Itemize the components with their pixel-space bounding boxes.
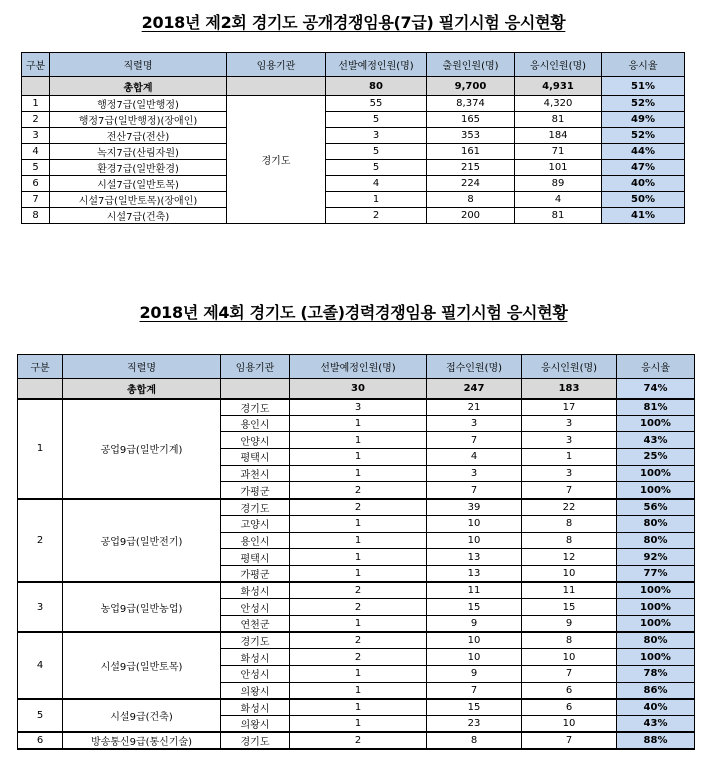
agency: 의왕시 [221,716,290,733]
took-count: 10 [522,565,617,582]
table2-row [18,399,695,416]
table1-header-row [22,53,685,77]
table1-header-cell: 응시율 [602,53,685,77]
table1-total-label: 총합계 [50,77,227,96]
agency: 화성시 [221,699,290,716]
agency: 경기도 [227,96,326,224]
table2-total-label: 총합계 [63,379,221,399]
attendance-rate: 40% [617,699,695,716]
applied-count: 11 [427,582,522,599]
job-title: 행정7급(일반행정)(장애인) [50,112,227,128]
applied-count: 7 [427,432,522,449]
applied-count: 8 [427,732,522,749]
selected-count: 1 [290,532,427,549]
selected-count: 1 [290,666,427,683]
took-count: 6 [522,699,617,716]
took-count: 4 [515,192,602,208]
table1 [21,52,685,224]
table1-header-cell: 응시인원(명) [515,53,602,77]
attendance-rate: 92% [617,549,695,566]
table2-row [18,632,695,649]
applied-count: 8,374 [427,96,515,112]
applied-count: 165 [427,112,515,128]
took-count: 8 [522,515,617,532]
selected-count: 1 [290,699,427,716]
selected-count: 1 [290,515,427,532]
table2-cell [221,379,290,399]
applied-count: 13 [427,565,522,582]
attendance-rate: 47% [602,160,685,176]
table2-header-cell: 직렬명 [63,355,221,379]
applied-count: 215 [427,160,515,176]
applied-count: 7 [427,482,522,499]
table1-row [22,176,685,192]
table2-cell [18,379,63,399]
group-number: 2 [18,499,63,582]
group-number: 6 [18,732,63,749]
table1-header-cell: 임용기관 [227,53,326,77]
selected-count: 1 [290,565,427,582]
attendance-rate: 80% [617,532,695,549]
table1-header-cell: 선발예정인원(명) [326,53,427,77]
row-number: 5 [22,160,50,176]
table2-header-cell: 접수인원(명) [427,355,522,379]
agency: 용인시 [221,415,290,432]
table2-header-cell: 응시율 [617,355,695,379]
job-title: 녹지7급(산림자원) [50,144,227,160]
group-number: 4 [18,632,63,699]
table1-cell [227,77,326,96]
table2-total-selected: 30 [290,379,427,399]
table2-total-took: 183 [522,379,617,399]
selected-count: 2 [290,649,427,666]
took-count: 10 [522,649,617,666]
table1-row [22,208,685,224]
attendance-rate: 49% [602,112,685,128]
agency: 과천시 [221,465,290,482]
attendance-rate: 100% [617,615,695,632]
took-count: 81 [515,208,602,224]
selected-count: 1 [290,432,427,449]
selected-count: 5 [326,160,427,176]
selected-count: 1 [290,549,427,566]
job-title: 시설9급(일반토목) [63,632,221,699]
table2-row [18,499,695,516]
agency: 안성시 [221,666,290,683]
took-count: 4,320 [515,96,602,112]
applied-count: 23 [427,716,522,733]
selected-count: 1 [290,449,427,466]
took-count: 3 [522,465,617,482]
table2-row [18,732,695,749]
selected-count: 55 [326,96,427,112]
row-number: 1 [22,96,50,112]
took-count: 89 [515,176,602,192]
job-title: 시설7급(일반토목)(장애인) [50,192,227,208]
group-number: 1 [18,399,63,499]
row-number: 8 [22,208,50,224]
took-count: 17 [522,399,617,416]
row-number: 6 [22,176,50,192]
attendance-rate: 100% [617,599,695,616]
agency: 경기도 [221,399,290,416]
applied-count: 10 [427,532,522,549]
table2-header-cell: 구분 [18,355,63,379]
applied-count: 224 [427,176,515,192]
attendance-rate: 78% [617,666,695,683]
agency: 가평군 [221,565,290,582]
applied-count: 8 [427,192,515,208]
selected-count: 2 [290,499,427,516]
selected-count: 2 [290,732,427,749]
applied-count: 3 [427,465,522,482]
took-count: 10 [522,716,617,733]
attendance-rate: 80% [617,632,695,649]
attendance-rate: 100% [617,465,695,482]
attendance-rate: 86% [617,682,695,699]
selected-count: 2 [290,482,427,499]
table2-row [18,699,695,716]
job-title: 공업9급(일반전기) [63,499,221,582]
table1-title: 2018년 제2회 경기도 공개경쟁임용(7급) 필기시험 응시현황 [141,13,566,32]
table1-total-applied: 9,700 [427,77,515,96]
table1-header-cell: 출원인원(명) [427,53,515,77]
selected-count: 1 [290,615,427,632]
took-count: 8 [522,632,617,649]
applied-count: 10 [427,515,522,532]
took-count: 8 [522,532,617,549]
applied-count: 200 [427,208,515,224]
table1-row [22,96,685,112]
took-count: 15 [522,599,617,616]
agency: 의왕시 [221,682,290,699]
selected-count: 5 [326,112,427,128]
job-title: 시설9급(건축) [63,699,221,732]
agency: 화성시 [221,649,290,666]
took-count: 71 [515,144,602,160]
attendance-rate: 77% [617,565,695,582]
attendance-rate: 43% [617,432,695,449]
table2-title: 2018년 제4회 경기도 (고졸)경력경쟁임용 필기시험 응시현황 [139,303,568,322]
took-count: 22 [522,499,617,516]
selected-count: 2 [290,632,427,649]
job-title: 전산7급(전산) [50,128,227,144]
job-title: 방송통신9급(통신기술) [63,732,221,749]
attendance-rate: 100% [617,582,695,599]
row-number: 3 [22,128,50,144]
selected-count: 2 [326,208,427,224]
took-count: 7 [522,666,617,683]
table2-total-applied: 247 [427,379,522,399]
took-count: 81 [515,112,602,128]
table1-row [22,192,685,208]
table1-total-rate: 51% [602,77,685,96]
table2-total-rate: 74% [617,379,695,399]
agency: 평택시 [221,549,290,566]
table2-header-cell: 응시인원(명) [522,355,617,379]
selected-count: 2 [290,599,427,616]
job-title: 시설7급(건축) [50,208,227,224]
attendance-rate: 25% [617,449,695,466]
table1-header-cell: 직렬명 [50,53,227,77]
table1-row [22,128,685,144]
job-title: 농업9급(일반농업) [63,582,221,632]
attendance-rate: 40% [602,176,685,192]
agency: 화성시 [221,582,290,599]
agency: 용인시 [221,532,290,549]
applied-count: 39 [427,499,522,516]
agency: 경기도 [221,499,290,516]
agency: 고양시 [221,515,290,532]
applied-count: 9 [427,615,522,632]
table2-header-cell: 선발예정인원(명) [290,355,427,379]
attendance-rate: 100% [617,482,695,499]
row-number: 4 [22,144,50,160]
job-title: 시설7급(일반토목) [50,176,227,192]
agency: 안양시 [221,432,290,449]
agency: 경기도 [221,732,290,749]
attendance-rate: 50% [602,192,685,208]
job-title: 공업9급(일반기계) [63,399,221,499]
took-count: 1 [522,449,617,466]
selected-count: 3 [326,128,427,144]
selected-count: 3 [290,399,427,416]
agency: 연천군 [221,615,290,632]
attendance-rate: 100% [617,649,695,666]
table1-header-cell: 구분 [22,53,50,77]
table1-total-row [22,77,685,96]
selected-count: 5 [326,144,427,160]
table2 [17,354,695,750]
took-count: 11 [522,582,617,599]
selected-count: 2 [290,582,427,599]
group-number: 3 [18,582,63,632]
took-count: 7 [522,482,617,499]
selected-count: 1 [290,415,427,432]
took-count: 101 [515,160,602,176]
attendance-rate: 52% [602,128,685,144]
agency: 평택시 [221,449,290,466]
applied-count: 10 [427,649,522,666]
applied-count: 7 [427,682,522,699]
attendance-rate: 81% [617,399,695,416]
selected-count: 1 [290,716,427,733]
applied-count: 353 [427,128,515,144]
attendance-rate: 88% [617,732,695,749]
row-number: 2 [22,112,50,128]
applied-count: 3 [427,415,522,432]
took-count: 6 [522,682,617,699]
applied-count: 21 [427,399,522,416]
selected-count: 1 [290,682,427,699]
applied-count: 4 [427,449,522,466]
agency: 안성시 [221,599,290,616]
took-count: 9 [522,615,617,632]
table1-total-selected: 80 [326,77,427,96]
applied-count: 161 [427,144,515,160]
attendance-rate: 80% [617,515,695,532]
table1-row [22,144,685,160]
table1-row [22,160,685,176]
attendance-rate: 100% [617,415,695,432]
applied-count: 15 [427,599,522,616]
took-count: 3 [522,415,617,432]
took-count: 12 [522,549,617,566]
job-title: 환경7급(일반환경) [50,160,227,176]
attendance-rate: 52% [602,96,685,112]
group-number: 5 [18,699,63,732]
table2-header-cell: 임용기관 [221,355,290,379]
attendance-rate: 41% [602,208,685,224]
selected-count: 1 [326,192,427,208]
table1-row [22,112,685,128]
applied-count: 10 [427,632,522,649]
applied-count: 15 [427,699,522,716]
attendance-rate: 56% [617,499,695,516]
selected-count: 4 [326,176,427,192]
table1-total-took: 4,931 [515,77,602,96]
table2-row [18,582,695,599]
row-number: 7 [22,192,50,208]
job-title: 행정7급(일반행정) [50,96,227,112]
table2-header-row [18,355,695,379]
took-count: 7 [522,732,617,749]
applied-count: 13 [427,549,522,566]
took-count: 3 [522,432,617,449]
table2-total-row [18,379,695,399]
applied-count: 9 [427,666,522,683]
attendance-rate: 43% [617,716,695,733]
agency: 가평군 [221,482,290,499]
agency: 경기도 [221,632,290,649]
attendance-rate: 44% [602,144,685,160]
selected-count: 1 [290,465,427,482]
took-count: 184 [515,128,602,144]
table1-cell [22,77,50,96]
